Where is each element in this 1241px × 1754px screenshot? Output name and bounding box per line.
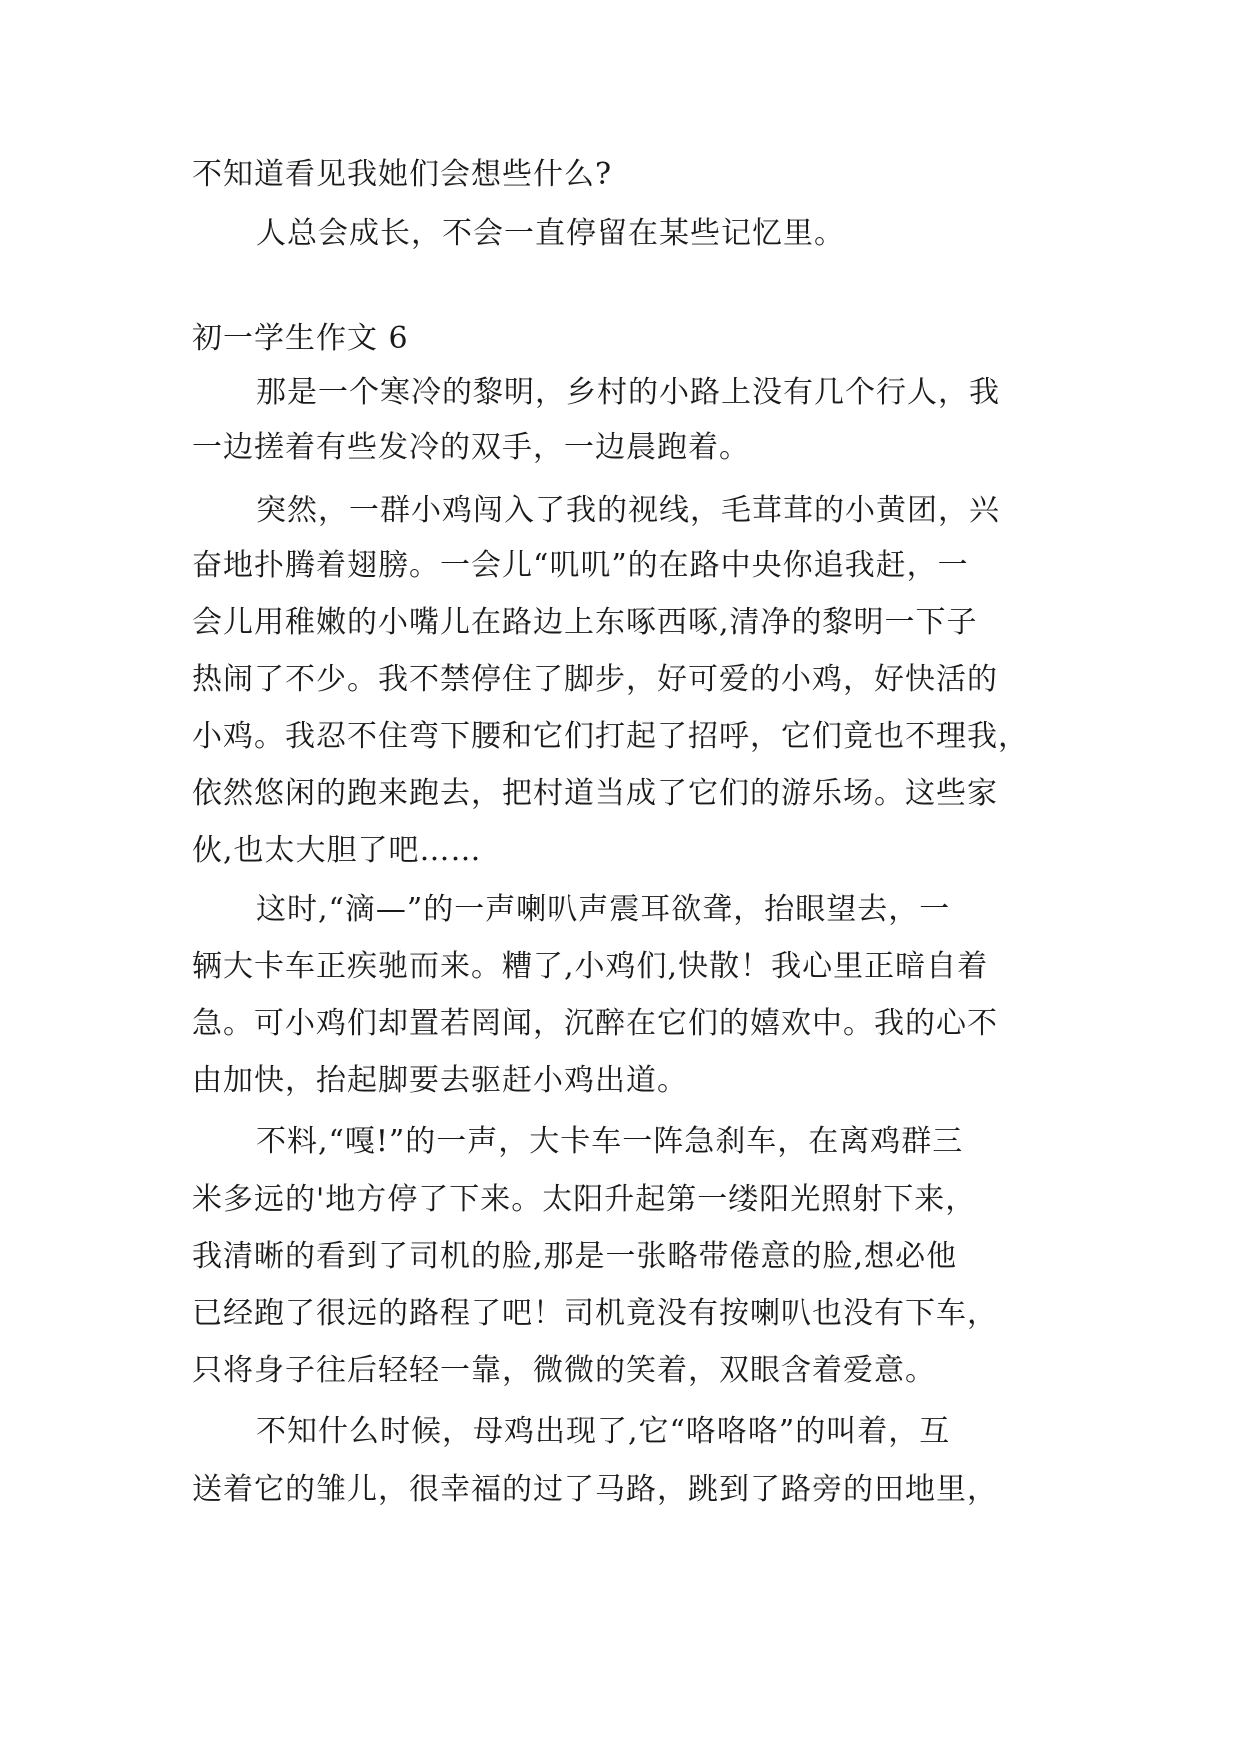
intro-line: 人总会成长，不会一直停留在某些记忆里。 (256, 216, 845, 251)
body-line: 由加快，抬起脚要去驱赶小鸡出道。 (192, 1063, 688, 1098)
body-line: 我清晰的看到了司机的脸,那是一张略带倦意的脸,想必他 (192, 1239, 958, 1274)
body-line: 送着它的雏儿，很幸福的过了马路，跳到了路旁的田地里， (192, 1472, 998, 1507)
body-line: 小鸡。我忍不住弯下腰和它们打起了招呼，它们竟也不理我， (192, 719, 1029, 754)
body-line: 伙,也太大胆了吧…… (192, 833, 482, 868)
body-line: 只将身子往后轻轻一靠，微微的笑着，双眼含着爱意。 (192, 1353, 936, 1388)
body-line: 一边搓着有些发冷的双手，一边晨跑着。 (192, 430, 750, 465)
body-line: 不料,“嘎!”的一声，大卡车一阵急刹车，在离鸡群三 (256, 1124, 964, 1159)
body-line: 这时,“滴—”的一声喇叭声震耳欲聋，抬眼望去，一 (256, 892, 951, 927)
body-line: 突然，一群小鸡闯入了我的视线，毛茸茸的小黄团，兴 (256, 493, 1000, 528)
body-line: 奋地扑腾着翅膀。一会儿“叽叽”的在路中央你追我赶，一 (192, 548, 969, 583)
body-line: 辆大卡车正疾驰而来。糟了,小鸡们,快散！我心里正暗自着 (192, 949, 989, 984)
body-line: 那是一个寒冷的黎明，乡村的小路上没有几个行人，我 (256, 375, 1000, 410)
intro-line: 不知道看见我她们会想些什么? (192, 157, 613, 192)
body-line: 会儿用稚嫩的小嘴儿在路边上东啄西啄,清净的黎明一下子 (192, 605, 978, 640)
body-line: 热闹了不少。我不禁停住了脚步，好可爱的小鸡，好快活的 (192, 662, 998, 697)
body-line: 依然悠闲的跑来跑去，把村道当成了它们的游乐场。这些家 (192, 776, 998, 811)
section-title: 初一学生作文 6 (192, 321, 409, 356)
body-line: 急。可小鸡们却置若罔闻，沉醉在它们的嬉欢中。我的心不 (192, 1006, 998, 1041)
body-line: 不知什么时候，母鸡出现了,它“咯咯咯”的叫着，互 (256, 1414, 951, 1449)
body-line: 米多远的'地方停了下来。太阳升起第一缕阳光照射下来， (192, 1182, 977, 1217)
body-line: 已经跑了很远的路程了吧！司机竟没有按喇叭也没有下车， (192, 1296, 998, 1331)
